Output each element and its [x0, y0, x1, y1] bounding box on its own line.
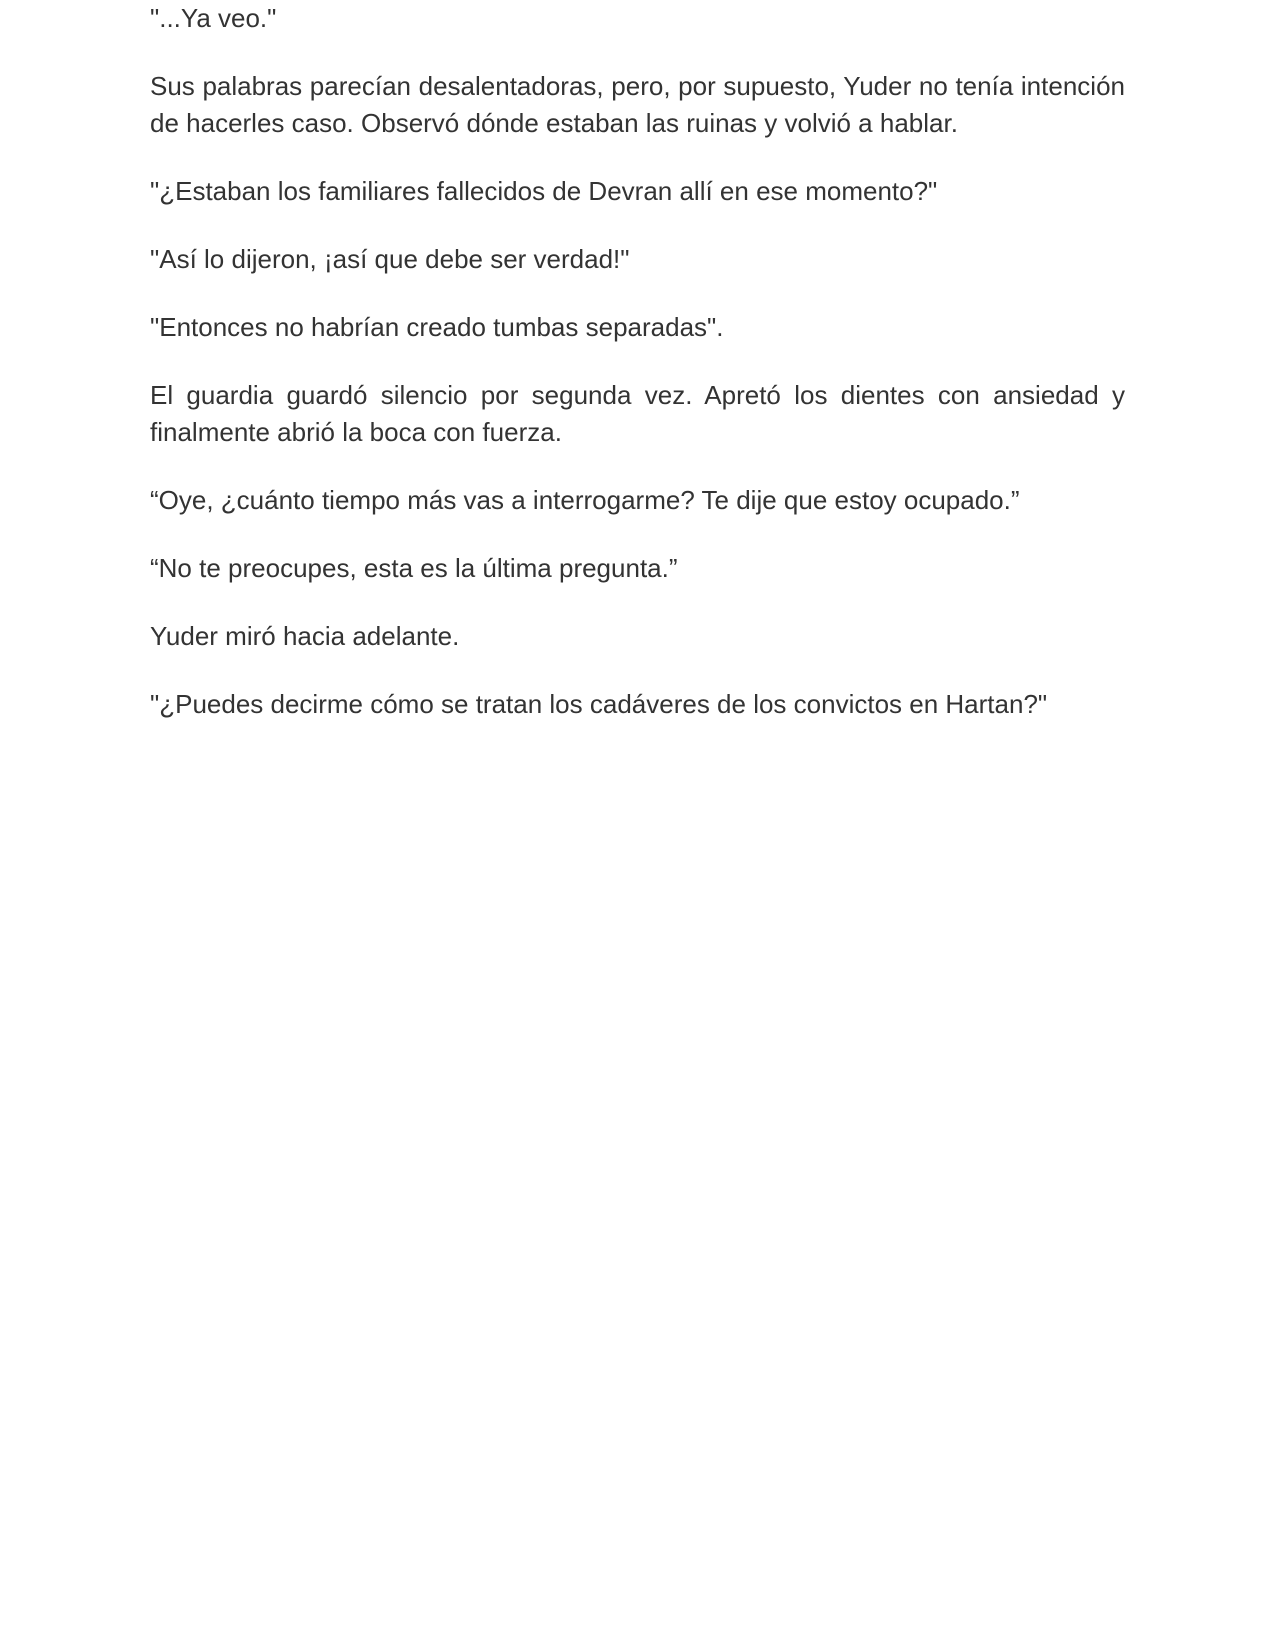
paragraph: Yuder miró hacia adelante. [150, 621, 460, 651]
paragraph: "¿Estaban los familiares fallecidos de Devran allí en ese momento?" [150, 176, 938, 206]
paragraph: "Entonces no habrían creado tumbas separadas". [150, 312, 724, 342]
paragraph: “No te preocupes, esta es la última pregunta.” [150, 553, 678, 583]
paragraph: "...Ya veo." [150, 3, 277, 33]
paragraph: El guardia guardó silencio por segunda vez. Apretó los dientes con ansiedad y finalmente abrió la boca con fuerza. [150, 380, 1125, 447]
paragraph: “Oye, ¿cuánto tiempo más vas a interrogarme? Te dije que estoy ocupado.” [150, 485, 1020, 515]
paragraph: "Así lo dijeron, ¡así que debe ser verdad!" [150, 244, 630, 274]
document-body [150, 0, 1125, 754]
paragraph: Sus palabras parecían desalentadoras, pero, por supuesto, Yuder no tenía intención de hacerles caso. Observó dónde estaban las ruinas y volvió a hablar. [150, 71, 1125, 138]
paragraph: "¿Puedes decirme cómo se tratan los cadáveres de los convictos en Hartan?" [150, 689, 1048, 719]
